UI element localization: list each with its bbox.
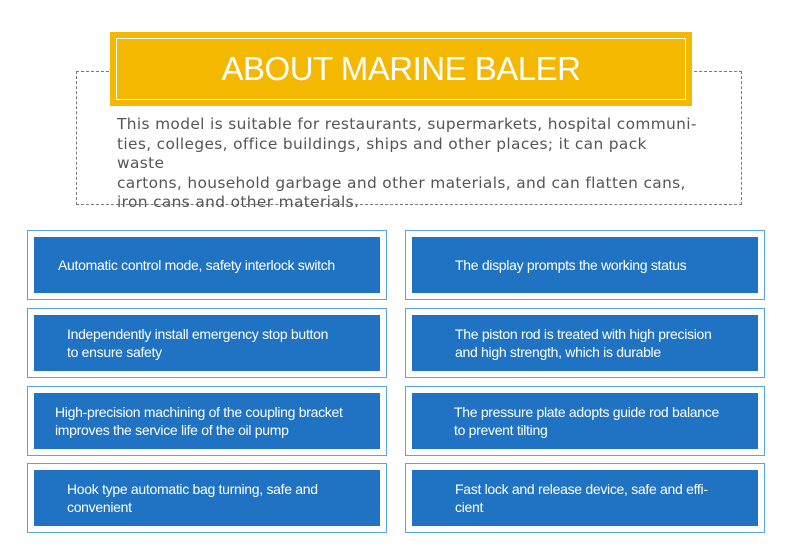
feature-text: Fast lock and release device, safe and effi- cient	[455, 481, 708, 515]
feature-text: Hook type automatic bag turning, safe and convenient	[67, 481, 318, 515]
title-banner	[110, 32, 692, 106]
feature-card-coupling-bracket	[27, 386, 387, 456]
feature-text: The pressure plate adopts guide rod balance to prevent tilting	[454, 404, 719, 438]
intro-line: This model is suitable for restaurants, supermarkets, hospital communi-	[117, 115, 697, 133]
feature-card-control-mode	[27, 230, 387, 300]
intro-paragraph	[117, 115, 697, 213]
feature-card-display	[405, 230, 765, 300]
feature-card-bag-turning	[27, 463, 387, 533]
feature-card-emergency-stop	[27, 308, 387, 378]
feature-text: Independently install emergency stop button to ensure safety	[67, 326, 329, 360]
intro-line: cartons, household garbage and other materials, and can flatten cans,	[117, 173, 686, 192]
feature-card-pressure-plate	[405, 386, 765, 456]
feature-card-fast-lock	[405, 463, 765, 533]
feature-text: The display prompts the working status	[455, 257, 687, 273]
page-title: ABOUT MARINE BALER	[116, 38, 686, 100]
feature-card-piston-rod	[405, 308, 765, 378]
feature-text: High-precision machining of the coupling bracket improves the service life of the oil pump	[55, 404, 343, 438]
feature-text: The piston rod is treated with high precision and high strength, which is durable	[455, 326, 712, 360]
intro-line: iron cans and other materials.	[117, 193, 360, 211]
intro-line: ties, colleges, office buildings, ships and other places; it can pack waste	[117, 134, 647, 172]
feature-text: Automatic control mode, safety interlock switch	[58, 257, 335, 273]
